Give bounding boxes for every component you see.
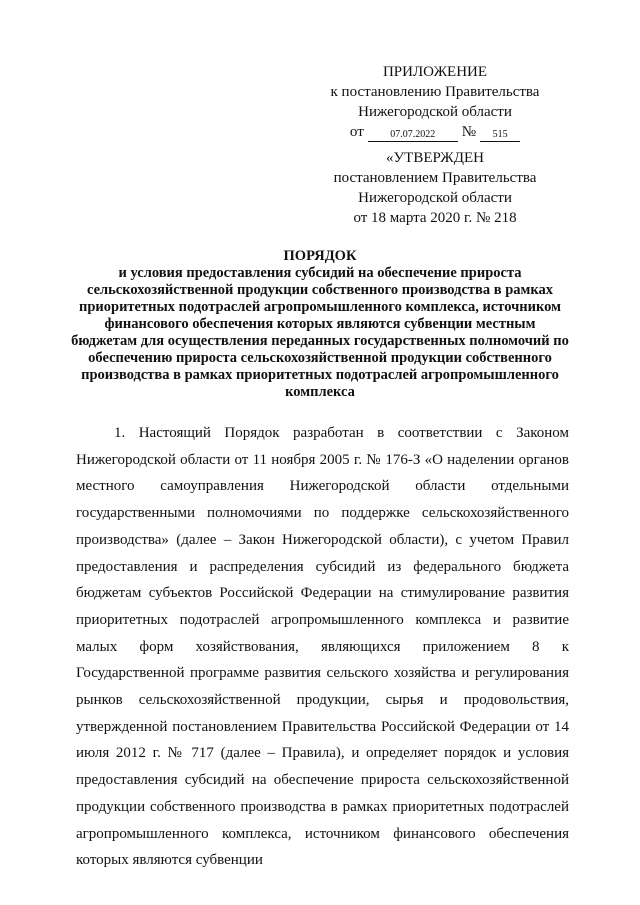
annex-date-field: 07.07.2022 bbox=[368, 128, 458, 142]
title-subheading: и условия предоставления субсидий на обеспечение прироста сельскохозяйственной продукции собственного производства в рамках приоритетных подотраслей агропромышленного комплекса, источником финансового обеспечения которых являются субвенции местным бюджетам для осуществления переданных государственных полномочий по обеспечению прироста сельскохозяйственной продукции собственного производства в рамках приоритетных подотраслей агропромышленного комплекса bbox=[71, 265, 569, 400]
title-heading: ПОРЯДОК bbox=[283, 248, 357, 264]
paragraph-1: 1. Настоящий Порядок разработан в соответствии с Законом Нижегородской области от 11 ноября 2005 г. № 176-З «О наделении органов местного самоуправления Нижегородской области отдельными государственными полномочиями по поддержке сельскохозяйственного производства» (далее – Закон Нижегородской области), с учетом Правил предоставления и распределения субсидий из федерального бюджета бюджетам субъектов Российской Федерации на стимулирование развития приоритетных подотраслей агропромышленного комплекса и развитие малых форм хозяйствования, являющихся приложением 8 к Государственной программе развития сельского хозяйства и регулирования рынков сельскохозяйственной продукции, сырья и продовольствия, утвержденной постановлением Правительства Российской Федерации от 14 июля 2012 г. № 717 (далее – Правила), и определяет порядок и условия предоставления субсидий на обеспечение прироста сельскохозяйственной продукции собственного производства в рамках приоритетных подотраслей агропромышленного комплекса, источником финансового обеспечения которых являются субвенции bbox=[76, 425, 569, 869]
approved-block bbox=[300, 148, 570, 228]
annex-title: ПРИЛОЖЕНИЕ bbox=[382, 64, 488, 80]
approved-line-2: Нижегородской области bbox=[358, 190, 512, 206]
annex-line-1: к постановлению Правительства bbox=[330, 84, 540, 100]
approved-title: «УТВЕРЖДЕН bbox=[386, 150, 484, 166]
annex-line-2: Нижегородской области bbox=[358, 104, 512, 120]
approved-line-3: от 18 марта 2020 г. № 218 bbox=[353, 210, 517, 226]
approved-line-1: постановлением Правительства bbox=[333, 170, 537, 186]
annex-number-field: 515 bbox=[480, 128, 520, 142]
document-title bbox=[70, 248, 570, 401]
annex-date-prefix: от bbox=[349, 124, 364, 140]
annex-date-line bbox=[300, 122, 570, 142]
annex-block bbox=[300, 62, 570, 142]
annex-number-sign: № bbox=[461, 124, 477, 140]
